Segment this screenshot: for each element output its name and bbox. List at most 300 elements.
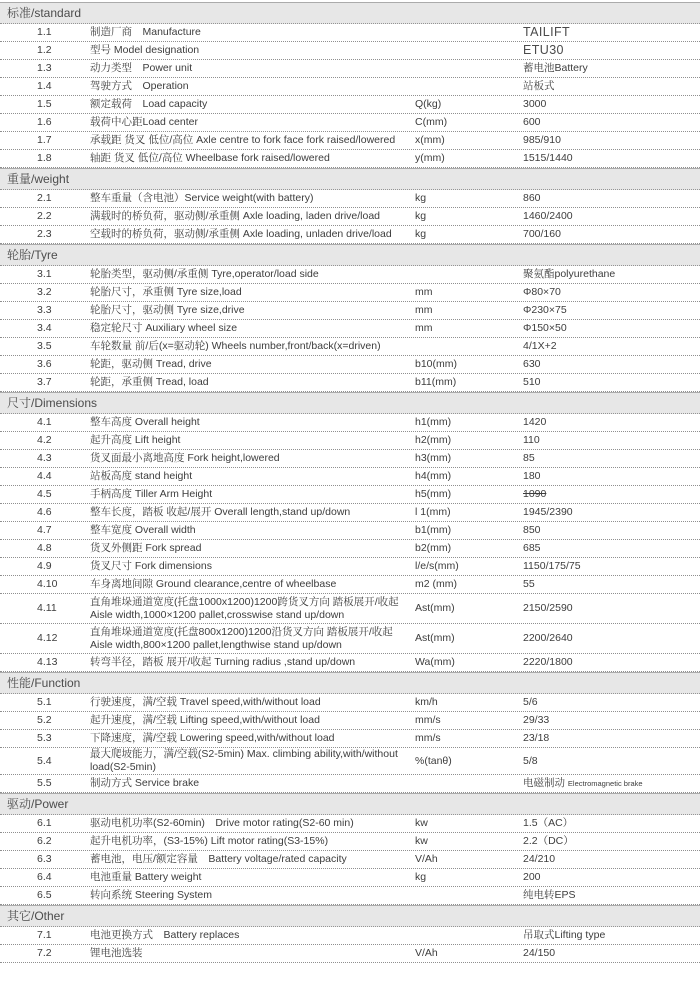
section-rows <box>0 266 700 392</box>
row-value-main: 2220/1800 <box>523 656 573 668</box>
row-label-primary: 起升速度，满/空载 Lifting speed,with/without load <box>90 714 320 726</box>
row-label <box>90 714 415 727</box>
row-label <box>90 416 415 429</box>
row-unit: %(tanθ) <box>415 754 452 767</box>
row-unit: kg <box>415 192 427 204</box>
row-label-primary: 电池更换方式 Battery replaces <box>90 929 240 941</box>
row-label-primary: 行驶速度，满/空载 Travel speed,with/without load <box>90 696 321 708</box>
row-number: 1.2 <box>37 44 52 56</box>
table-row <box>0 486 700 504</box>
row-label-primary: 型号 Model designation <box>90 44 200 56</box>
row-number: 4.13 <box>37 656 58 668</box>
row-number: 6.2 <box>37 835 52 847</box>
row-unit: mm <box>415 322 433 334</box>
row-number: 1.7 <box>37 134 52 146</box>
row-label <box>90 929 415 942</box>
row-label <box>90 304 415 317</box>
row-label <box>90 152 415 165</box>
row-number: 4.9 <box>37 560 52 572</box>
row-unit: b2(mm) <box>415 542 452 554</box>
row-unit: mm/s <box>415 732 441 744</box>
table-row <box>0 775 700 793</box>
row-number: 3.4 <box>37 322 52 334</box>
row-label-primary: 最大爬坡能力，满/空载(S2-5min) Max. climbing ability,with/without load(S2-5min) <box>90 748 398 773</box>
section-title: 尺寸/Dimensions <box>7 396 98 410</box>
row-unit: mm/s <box>415 714 441 726</box>
row-value <box>523 947 700 960</box>
spec-section <box>0 168 700 244</box>
row-unit: l/e/s(mm) <box>415 560 459 572</box>
table-row <box>0 624 700 654</box>
row-value <box>523 452 700 465</box>
spec-section <box>0 244 700 392</box>
row-value <box>523 192 700 205</box>
row-value <box>523 470 700 483</box>
row-label-primary: 轮距，承重侧 Tread, load <box>90 376 209 388</box>
row-number: 1.6 <box>37 116 52 128</box>
section-title: 标准/standard <box>7 6 82 20</box>
row-value-main: 纯电转EPS <box>523 889 576 901</box>
row-value <box>523 44 700 58</box>
row-number: 1.4 <box>37 80 52 92</box>
table-row <box>0 96 700 114</box>
row-value <box>523 817 700 830</box>
row-number: 5.3 <box>37 732 52 744</box>
row-label <box>90 524 415 537</box>
row-value-main: 85 <box>523 452 535 464</box>
row-value <box>523 98 700 111</box>
row-value <box>523 506 700 519</box>
row-label <box>90 192 415 205</box>
row-value-main: 3000 <box>523 98 547 110</box>
row-number: 1.8 <box>37 152 52 164</box>
row-value-main: 1150/175/75 <box>523 560 581 572</box>
section-title: 重量/weight <box>7 172 70 186</box>
row-label-primary: 轮距，驱动侧 Tread, drive <box>90 358 212 370</box>
row-number: 4.2 <box>37 434 52 446</box>
row-value <box>523 62 700 75</box>
row-value-main: 聚氨酯polyurethane <box>523 268 616 280</box>
row-label <box>90 506 415 519</box>
row-number: 6.4 <box>37 871 52 883</box>
row-value-main: 蓄电池Battery <box>523 62 588 74</box>
row-label-primary: 转向系统 Steering System <box>90 889 212 901</box>
row-unit: Q(kg) <box>415 98 442 110</box>
row-label <box>90 889 415 902</box>
row-value-main: 4/1X+2 <box>523 340 557 352</box>
row-number: 2.3 <box>37 228 52 240</box>
row-unit: kg <box>415 210 427 222</box>
row-value <box>523 376 700 389</box>
table-row <box>0 522 700 540</box>
section-rows <box>0 815 700 905</box>
row-unit: km/h <box>415 696 438 708</box>
row-label <box>90 434 415 447</box>
row-value <box>523 777 700 790</box>
row-value-main: 站板式 <box>523 80 555 92</box>
row-value-main: 23/18 <box>523 732 550 744</box>
row-label <box>90 26 415 39</box>
row-value <box>523 286 700 299</box>
row-label-primary: 转弯半径，踏板 展开/收起 Turning radius ,stand up/down <box>90 656 356 668</box>
row-value-main: Φ150×50 <box>523 322 567 334</box>
row-label <box>90 835 415 848</box>
row-number: 4.7 <box>37 524 52 536</box>
row-label <box>90 777 415 790</box>
table-row <box>0 927 700 945</box>
section-rows <box>0 927 700 963</box>
row-value-main: 180 <box>523 470 541 482</box>
row-number: 6.3 <box>37 853 52 865</box>
row-value-main: ETU30 <box>523 42 564 57</box>
section-header <box>0 244 700 266</box>
spec-section <box>0 793 700 905</box>
row-value-main: 1.5（AC） <box>523 817 574 829</box>
row-value-main: 55 <box>523 578 535 590</box>
row-label <box>90 340 415 353</box>
row-number: 3.7 <box>37 376 52 388</box>
row-label-primary: 承载距 货叉 低位/高位 Axle centre to fork face fork raised/lowered <box>90 134 396 146</box>
spec-section <box>0 672 700 793</box>
row-label <box>90 596 415 622</box>
row-number: 2.2 <box>37 210 52 222</box>
row-number: 4.3 <box>37 452 52 464</box>
row-number: 3.3 <box>37 304 52 316</box>
table-row <box>0 540 700 558</box>
row-label-primary: 轮胎尺寸，驱动侧 Tyre size,drive <box>90 304 245 316</box>
row-value-main: 5/6 <box>523 696 538 708</box>
row-label <box>90 488 415 501</box>
row-unit: h1(mm) <box>415 416 452 428</box>
row-label-primary: 整车长度，踏板 收起/展开 Overall length,stand up/down <box>90 506 351 518</box>
row-number: 4.1 <box>37 416 52 428</box>
row-unit: C(mm) <box>415 116 448 128</box>
row-value <box>523 134 700 147</box>
row-number: 7.2 <box>37 947 52 959</box>
row-number: 5.1 <box>37 696 52 708</box>
row-number: 2.1 <box>37 192 52 204</box>
section-header <box>0 793 700 815</box>
row-number: 4.8 <box>37 542 52 554</box>
row-label <box>90 696 415 709</box>
table-row <box>0 114 700 132</box>
row-unit: h4(mm) <box>415 470 452 482</box>
row-label-primary: 车身离地间隙 Ground clearance,centre of wheelbase <box>90 578 337 590</box>
table-row <box>0 208 700 226</box>
row-value-main: 630 <box>523 358 541 370</box>
row-value <box>523 268 700 281</box>
row-number: 5.2 <box>37 714 52 726</box>
table-row <box>0 414 700 432</box>
row-number: 4.10 <box>37 578 58 590</box>
row-value <box>523 80 700 93</box>
row-label-primary: 整车高度 Overall height <box>90 416 200 428</box>
table-row <box>0 887 700 905</box>
row-label-primary: 轮胎尺寸，承重侧 Tyre size,load <box>90 286 242 298</box>
row-label <box>90 228 415 241</box>
row-value <box>523 210 700 223</box>
row-value <box>523 560 700 573</box>
table-row <box>0 302 700 320</box>
row-value-main: 600 <box>523 116 541 128</box>
row-unit: mm <box>415 286 433 298</box>
row-number: 7.1 <box>37 929 52 941</box>
row-label-primary: 直角堆垛通道宽度(托盘1000x1200)1200跨货叉方向 踏板展开/收起 <box>90 595 399 608</box>
row-value <box>523 434 700 447</box>
row-label-secondary: Aisle width,1000×1200 pallet,crosswise stand up/down <box>90 608 345 621</box>
table-row <box>0 748 700 775</box>
table-row <box>0 869 700 887</box>
row-value <box>523 835 700 848</box>
table-row <box>0 266 700 284</box>
row-value <box>523 304 700 317</box>
table-row <box>0 356 700 374</box>
row-value <box>523 755 700 768</box>
table-row <box>0 712 700 730</box>
row-number: 6.1 <box>37 817 52 829</box>
row-value-main: 510 <box>523 376 541 388</box>
row-value <box>523 732 700 745</box>
row-unit: m2 (mm) <box>415 578 457 590</box>
row-value <box>523 602 700 615</box>
row-value <box>523 26 700 40</box>
row-label-primary: 轴距 货叉 低位/高位 Wheelbase fork raised/lowered <box>90 152 330 164</box>
row-unit: Wa(mm) <box>415 656 455 668</box>
row-label-primary: 起升高度 Lift height <box>90 434 181 446</box>
table-row <box>0 226 700 244</box>
row-unit: y(mm) <box>415 152 445 164</box>
table-row <box>0 815 700 833</box>
row-unit: b1(mm) <box>415 524 452 536</box>
row-label-primary: 整车宽度 Overall width <box>90 524 196 536</box>
row-label-primary: 载荷中心距Load center <box>90 116 198 128</box>
table-row <box>0 594 700 624</box>
row-value-main: Φ80×70 <box>523 286 561 298</box>
row-label <box>90 626 415 652</box>
table-row <box>0 558 700 576</box>
row-label-primary: 驱动电机功率(S2-60min) Drive motor rating(S2-60 min) <box>90 817 354 829</box>
row-label <box>90 560 415 573</box>
row-value-main: 985/910 <box>523 134 561 146</box>
table-row <box>0 150 700 168</box>
row-label <box>90 80 415 93</box>
row-value <box>523 542 700 555</box>
row-label <box>90 44 415 57</box>
spec-section <box>0 2 700 168</box>
row-value-main: 1420 <box>523 416 547 428</box>
row-label-primary: 动力类型 Power unit <box>90 62 193 74</box>
row-unit: h5(mm) <box>415 488 452 500</box>
table-row <box>0 730 700 748</box>
table-row <box>0 945 700 963</box>
row-value <box>523 228 700 241</box>
row-label-primary: 货叉尺寸 Fork dimensions <box>90 560 212 572</box>
row-unit: h3(mm) <box>415 452 452 464</box>
row-label-primary: 直角堆垛通道宽度(托盘800x1200)1200沿货叉方向 踏板展开/收起 <box>90 625 393 638</box>
row-label <box>90 817 415 830</box>
row-value-suffix: Electromagnetic brake <box>567 779 643 788</box>
row-unit: Ast(mm) <box>415 602 455 614</box>
row-value-main: TAILIFT <box>523 24 571 39</box>
row-value-main: 1945/2390 <box>523 506 573 518</box>
row-value <box>523 358 700 371</box>
row-unit: b10(mm) <box>415 358 458 370</box>
row-number: 1.5 <box>37 98 52 110</box>
row-value-main: 2200/2640 <box>523 632 573 644</box>
table-row <box>0 694 700 712</box>
section-title: 轮胎/Tyre <box>7 248 58 262</box>
row-label-primary: 电池重量 Battery weight <box>90 871 202 883</box>
table-row <box>0 450 700 468</box>
table-row <box>0 468 700 486</box>
row-label <box>90 656 415 669</box>
row-label <box>90 62 415 75</box>
row-value <box>523 632 700 645</box>
row-value <box>523 656 700 669</box>
row-label <box>90 286 415 299</box>
row-value <box>523 871 700 884</box>
row-number: 3.2 <box>37 286 52 298</box>
row-label-primary: 整车重量（含电池）Service weight(with battery) <box>90 192 314 204</box>
row-value <box>523 696 700 709</box>
row-number: 4.4 <box>37 470 52 482</box>
row-label <box>90 322 415 335</box>
section-header <box>0 672 700 694</box>
table-row <box>0 432 700 450</box>
section-header <box>0 392 700 414</box>
row-value <box>523 889 700 902</box>
row-value-main: 2150/2590 <box>523 602 573 614</box>
row-value <box>523 322 700 335</box>
row-value <box>523 714 700 727</box>
row-number: 4.6 <box>37 506 52 518</box>
row-value-main: 1460/2400 <box>523 210 573 222</box>
row-value-main: 29/33 <box>523 714 550 726</box>
row-label-primary: 车轮数量 前/后(x=驱动轮) Wheels number,front/back(x=driven) <box>90 340 381 352</box>
row-label <box>90 871 415 884</box>
row-value-main: 2.2（DC） <box>523 835 574 847</box>
row-unit: kw <box>415 817 428 829</box>
row-number: 6.5 <box>37 889 52 901</box>
row-label <box>90 116 415 129</box>
row-label-secondary: Aisle width,800×1200 pallet,lengthwise stand up/down <box>90 638 342 651</box>
row-label <box>90 732 415 745</box>
table-row <box>0 42 700 60</box>
row-unit: h2(mm) <box>415 434 452 446</box>
row-label-primary: 站板高度 stand height <box>90 470 193 482</box>
section-rows <box>0 24 700 168</box>
section-header <box>0 168 700 190</box>
table-row <box>0 338 700 356</box>
row-unit: b11(mm) <box>415 376 457 388</box>
table-row <box>0 24 700 42</box>
table-row <box>0 132 700 150</box>
row-unit: kg <box>415 871 427 883</box>
row-unit: mm <box>415 304 433 316</box>
row-label <box>90 748 415 774</box>
table-row <box>0 851 700 869</box>
row-label-primary: 额定载荷 Load capacity <box>90 98 208 110</box>
row-label-primary: 下降速度，满/空载 Lowering speed,with/without load <box>90 732 335 744</box>
row-value <box>523 488 700 501</box>
row-value-main: 700/160 <box>523 228 561 240</box>
row-unit: kw <box>415 835 428 847</box>
row-value-main: 110 <box>523 434 540 446</box>
row-number: 5.5 <box>37 777 52 789</box>
row-value <box>523 340 700 353</box>
row-label-primary: 货叉面最小离地高度 Fork height,lowered <box>90 452 280 464</box>
row-unit: Ast(mm) <box>415 632 455 644</box>
row-value <box>523 929 700 942</box>
section-header <box>0 2 700 24</box>
row-value <box>523 578 700 591</box>
row-label-primary: 手柄高度 Tiller Arm Height <box>90 488 213 500</box>
row-value-main: 860 <box>523 192 541 204</box>
section-rows <box>0 694 700 793</box>
row-label <box>90 452 415 465</box>
row-unit: l 1(mm) <box>415 506 451 518</box>
section-rows <box>0 190 700 244</box>
row-value <box>523 524 700 537</box>
row-label-primary: 制造厂商 Manufacture <box>90 26 201 38</box>
spec-section <box>0 392 700 672</box>
row-value <box>523 116 700 129</box>
row-label <box>90 358 415 371</box>
table-row <box>0 504 700 522</box>
row-number: 1.1 <box>37 26 52 38</box>
row-value-main: 850 <box>523 524 541 536</box>
row-value-main: 1515/1440 <box>523 152 573 164</box>
row-unit: V/Ah <box>415 853 438 865</box>
row-label-primary: 驾驶方式 Operation <box>90 80 189 92</box>
row-label <box>90 542 415 555</box>
row-label <box>90 578 415 591</box>
row-label-primary: 轮胎类型，驱动侧/承重侧 Tyre,operator/load side <box>90 268 319 280</box>
row-unit: kg <box>415 228 427 240</box>
row-label-primary: 货叉外侧距 Fork spread <box>90 542 202 554</box>
table-row <box>0 320 700 338</box>
section-title: 性能/Function <box>7 676 81 690</box>
row-number: 3.1 <box>37 268 52 280</box>
row-label <box>90 376 415 389</box>
table-row <box>0 60 700 78</box>
row-value-main: 5/8 <box>523 754 538 767</box>
table-row <box>0 190 700 208</box>
row-label <box>90 134 415 147</box>
row-label <box>90 98 415 111</box>
section-rows <box>0 414 700 672</box>
row-value-main: 200 <box>523 871 541 883</box>
spec-section <box>0 905 700 963</box>
row-unit: V/Ah <box>415 947 438 959</box>
row-value <box>523 152 700 165</box>
row-label-primary: 锂电池选装 <box>90 947 143 959</box>
row-number: 3.6 <box>37 358 52 370</box>
row-value-main: 电磁制动 <box>523 777 565 789</box>
row-value <box>523 416 700 429</box>
row-label-primary: 空载时的桥负荷，驱动侧/承重侧 Axle loading, unladen drive/load <box>90 228 392 240</box>
row-number: 4.12 <box>37 632 58 644</box>
row-number: 5.4 <box>37 754 52 767</box>
row-value <box>523 853 700 866</box>
table-row <box>0 833 700 851</box>
row-value-main: 1090 <box>523 488 547 500</box>
table-row <box>0 576 700 594</box>
row-label <box>90 268 415 281</box>
row-number: 4.5 <box>37 488 52 500</box>
row-value-main: Φ230×75 <box>523 304 567 316</box>
row-number: 3.5 <box>37 340 52 352</box>
